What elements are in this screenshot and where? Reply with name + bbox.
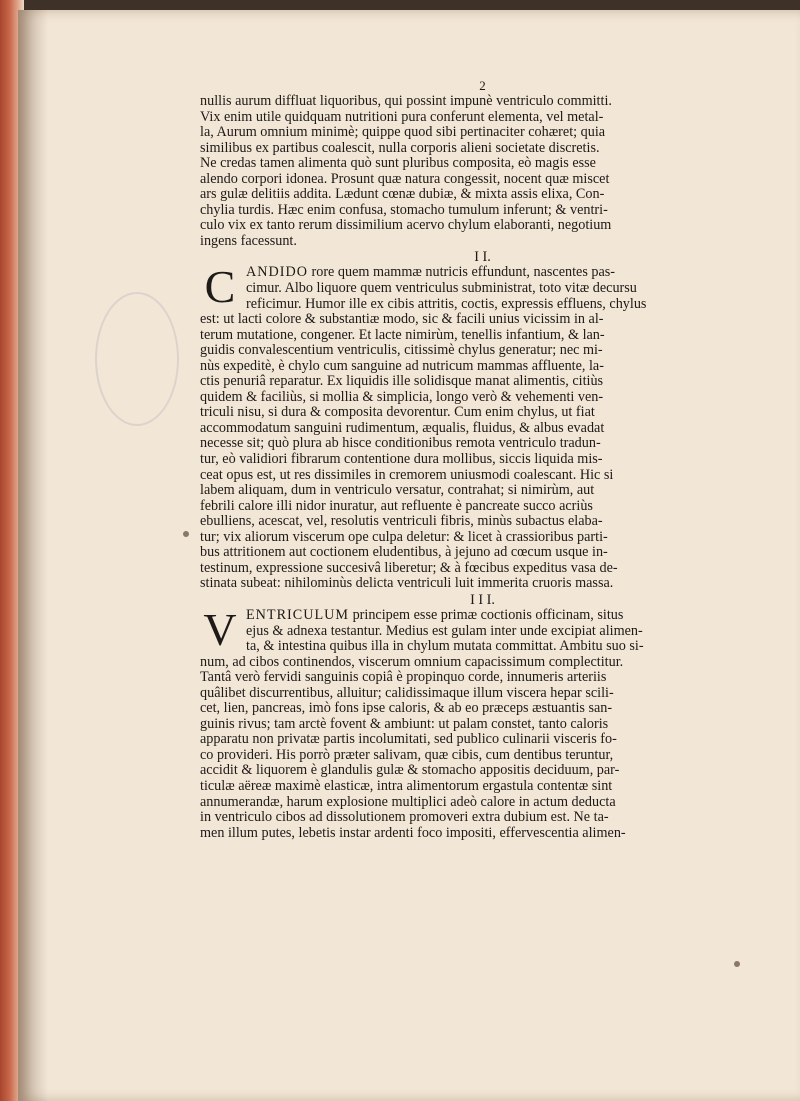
text-line: Ne credas tamen alimenta quò sunt pluribus composita, eò magis esse bbox=[200, 156, 596, 172]
drop-cap: C bbox=[204, 261, 236, 313]
text-line: bus attritionem aut coctionem eludentibus, à jejuno ad cœcum usque in- bbox=[200, 545, 608, 561]
text-line: quidem & faciliùs, si mollia & simplicia, longo verò & vehementi ven- bbox=[200, 389, 604, 405]
text-line: ctis penuriâ reparatur. Ex liquidis ille solidisque manat alimentis, citiùs bbox=[200, 374, 604, 390]
intro-paragraph bbox=[200, 94, 745, 249]
text-line: stinata subeat: nihilominùs delicta ventriculi luit immerita cruoris massa. bbox=[200, 576, 614, 592]
text-line: necesse sit; quò plura ab hisce conditionibus remota ventriculo tradun- bbox=[200, 436, 601, 452]
text-line: men illum putes, lebetis instar ardenti foco impositi, effervescentia alimen- bbox=[200, 825, 626, 841]
text-line: ceat opus est, ut res dissimiles in cremorem uniusmodi coalescant. Hic si bbox=[200, 467, 614, 483]
text-line: alendo corpori idonea. Prosunt quæ natura congessit, nocent quæ miscet bbox=[200, 171, 610, 187]
text-line: culo vix ex tanto rerum dissimilium acervo chylum elaboranti, negotium bbox=[200, 218, 612, 234]
text-line bbox=[246, 608, 745, 624]
text-line: accidit & liquorem è glandulis gulæ & stomacho appositis deciduum, par- bbox=[200, 763, 620, 779]
page-mark-dot bbox=[734, 961, 740, 967]
section-3-paragraph bbox=[200, 603, 745, 841]
text-line: guinis rivus; tam arctè fovent & ambiunt: ut palam constet, tanto caloris bbox=[200, 716, 609, 732]
text-fragment: principem esse primæ coctionis officinam, situs bbox=[349, 607, 624, 623]
text-fragment: rore quem mammæ nutricis effundunt, nascentes pas- bbox=[307, 265, 616, 281]
text-line: quâlibet discurrentibus, alluitur; calidissimaque illum viscera hepar scili- bbox=[200, 685, 614, 701]
text-line: triculi nisu, si dura & composita devorentur. Cum enim chylus, ut fiat bbox=[200, 405, 595, 421]
text-line: tur, eò validiori fibrarum contentione dura mollibus, siccis liquida mis- bbox=[200, 452, 603, 468]
text-line: in ventriculo cibos ad dissolutionem promoveri extra dubium est. Ne ta- bbox=[200, 810, 609, 826]
text-line: similibus ex partibus coalescit, nulla corporis alieni societate discretis. bbox=[200, 140, 600, 156]
first-word: ENTRICULUM bbox=[246, 607, 350, 623]
text-line: cimur. Albo liquore quem ventriculus subministrat, toto vitæ decursu bbox=[246, 281, 637, 297]
text-line: co provideri. His porrò præter salivam, quæ cibis, cum dentibus teruntur, bbox=[200, 747, 614, 763]
library-stamp bbox=[95, 292, 179, 426]
text-line: annumerandæ, harum explosione multiplici adeò calore in actum deducta bbox=[200, 794, 616, 810]
text-line: nullis aurum diffluat liquoribus, qui possint impunè ventriculo committi. bbox=[200, 94, 612, 109]
gutter-shadow bbox=[18, 10, 48, 1101]
text-line: ingens facessunt. bbox=[200, 233, 297, 249]
drop-cap: V bbox=[203, 603, 237, 655]
first-word: ANDIDO bbox=[246, 265, 308, 281]
text-line: tur; vix aliorum viscerum ope culpa deletur: & licet à crassioribus parti- bbox=[200, 529, 608, 545]
text-line: ticulæ aëreæ maximè elasticæ, intra alimentorum ergastula contentæ sint bbox=[200, 778, 613, 794]
page-mark-dot bbox=[183, 531, 189, 537]
section-heading-3: I I I. bbox=[470, 591, 495, 608]
text-line: terum mutatione, congener. Et lacte nimirùm, tenellis infantium, & lan- bbox=[200, 327, 605, 343]
text-line: ars gulæ delitiis addita. Lædunt cœnæ dubiæ, & mixta assis elixa, Con- bbox=[200, 187, 605, 203]
text-line: num, ad cibos continendos, viscerum omnium capacissimum complectitur. bbox=[200, 654, 624, 670]
text-line bbox=[246, 265, 745, 281]
text-line: la, Aurum omnium minimè; quippe quod sibi pertinaciter cohæret; quia bbox=[200, 125, 606, 141]
text-line: accommodatum sanguini rudimentum, æqualis, fluidus, & albus evadat bbox=[200, 420, 605, 436]
text-line: guidis convalescentium ventriculis, citissimè chylus generatur; nec mi- bbox=[200, 343, 603, 359]
section-2-paragraph bbox=[200, 261, 745, 592]
section-heading-2: I I. bbox=[474, 249, 491, 266]
text-line: nùs expeditè, è chylo cum sanguine ad nutricum mammas affluente, la- bbox=[200, 358, 604, 374]
text-line: apparatu non privatæ partis incolumitati, sed publico culinarii visceris fo- bbox=[200, 732, 617, 748]
text-line: ta, & intestina quibus illa in chylum mutata committat. Ambitu suo si- bbox=[246, 639, 644, 655]
text-line: ebulliens, acescat, vel, resolutis ventriculi fibris, minùs subactus elaba- bbox=[200, 514, 603, 530]
text-block bbox=[200, 78, 745, 841]
text-line: chylia turdis. Hæc enim confusa, stomacho tumulum inferunt; & ventri- bbox=[200, 202, 608, 218]
text-line: cet, lien, pancreas, imò fons ipse caloris, & ab eo præceps æstuantis san- bbox=[200, 701, 613, 717]
text-line: testinum, expressione succesivâ liberetur; & à fœcibus expeditus vasa de- bbox=[200, 560, 618, 576]
page-number: 2 bbox=[479, 78, 486, 93]
text-line: Vix enim utile quidquam nutritioni pura conferunt elementa, vel metal- bbox=[200, 109, 604, 125]
text-line: est: ut lacti colore & substantiæ modo, sic & facili unius vicissim in al- bbox=[200, 312, 604, 328]
text-line: reficimur. Humor ille ex cibis attritis, coctis, expressis effluens, chylus bbox=[246, 296, 647, 312]
text-line: ejus & adnexa testantur. Medius est gulam inter unde excipiat alimen- bbox=[246, 623, 643, 639]
text-line: labem aliquam, dum in ventriculo versatur, contrahat; si nimirùm, aut bbox=[200, 483, 595, 499]
text-line: Tantâ verò fervidi sanguinis copiâ è propinquo corde, innumeris arteriis bbox=[200, 670, 607, 686]
text-line: febrili calore illi nidor inuratur, aut refluente è pancreate succo acriùs bbox=[200, 498, 593, 514]
